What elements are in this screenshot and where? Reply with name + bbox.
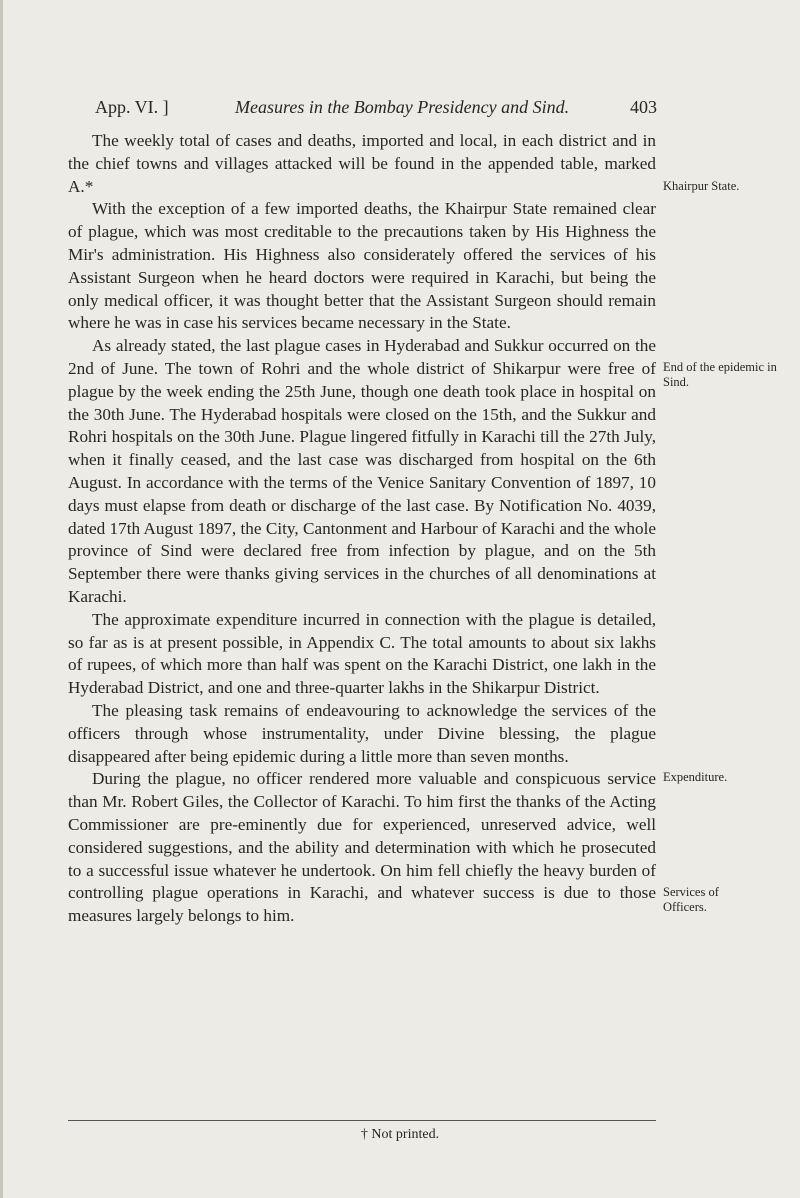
appendix-label: App. VI. ] xyxy=(95,97,169,117)
body-text xyxy=(68,130,656,928)
margin-note-expenditure: Expenditure. xyxy=(663,770,728,784)
paragraph-robert-giles: During the plague, no officer rendered more valuable and conspicuous service than Mr. Robert Giles, the Collector of Karachi. To him first the thanks of the Acting Commissioner are pre-eminently due for experienced, unreserved advice, well considered suggestions, and the ability and determination with which he prosecuted to a successful issue whatever he undertook. On him fell chiefly the heavy burden of controlling plague operations in Karachi, and whatever success is due to those measures largely belongs to him. xyxy=(68,769,656,926)
paragraph-expenditure: The approximate expenditure incurred in connection with the plague is detailed, so far as is at present possible, in Appendix C. The total amounts to about six lakhs of rupees, of which more than half was spent on the Karachi District, one lakh in the Hyderabad District, and one and three-quarter lakhs in the Shikarpur District. xyxy=(68,609,656,698)
paragraph-end-of-epidemic: As already stated, the last plague cases in Hyderabad and Sukkur occurred on the 2nd of June. The town of Rohri and the whole district of Shikarpur were free of plague by the week ending the 25th June, though one death took place in hospital on the 30th June. The Hyderabad hospitals were closed on the 15th, and the Sukkur and Rohri hospitals on the 30th June. Plague lingered fitfully in Karachi till the 27th July, when it finally ceased, and the last case was discharged from hospital on the 6th August. In accordance with the terms of the Venice Sanitary Convention of 1897, 10 days must elapse from death or discharge of the last case. By Notification No. 4039, dated 17th August 1897, the City, Cantonment and Harbour of Karachi and the whole province of Sind were declared free from infection by plague, and on the 5th September there were thanks giving services in the churches of all denominations at Karachi. xyxy=(68,336,656,606)
page-number: 403 xyxy=(630,97,657,117)
paragraph-services-intro: The pleasing task remains of endeavouring to acknowledge the services of the officers through whose instrumentality, under Divine blessing, the plague disappeared after being epidemic during a little more than seven months. xyxy=(68,700,656,766)
footnote: † Not printed. xyxy=(360,1127,440,1142)
margin-note-khairpur: Khairpur State. xyxy=(663,179,740,193)
running-title: Measures in the Bombay Presidency and Sind. xyxy=(235,97,570,117)
page-edge xyxy=(0,0,3,1198)
margin-note-services: Services of Officers. xyxy=(663,885,719,914)
footnote-rule xyxy=(68,1120,656,1121)
margin-note-end-of-epidemic: End of the epidemic in Sind. xyxy=(663,360,777,389)
paragraph-khairpur: With the exception of a few imported deaths, the Khairpur State remained clear of plague, which was most creditable to the precautions taken by His Highness the Mir's administration. His Highness also considerately offered the services of his Assistant Surgeon when he heard doctors were required in Karachi, but being the only medical officer, it was thought better that the Assistant Surgeon should remain where he was in case his services became necessary in the State. xyxy=(68,199,656,333)
paragraph-weekly-total: The weekly total of cases and deaths, imported and local, in each district and in the chief towns and villages attacked will be found in the appended table, marked A.* xyxy=(68,131,656,196)
